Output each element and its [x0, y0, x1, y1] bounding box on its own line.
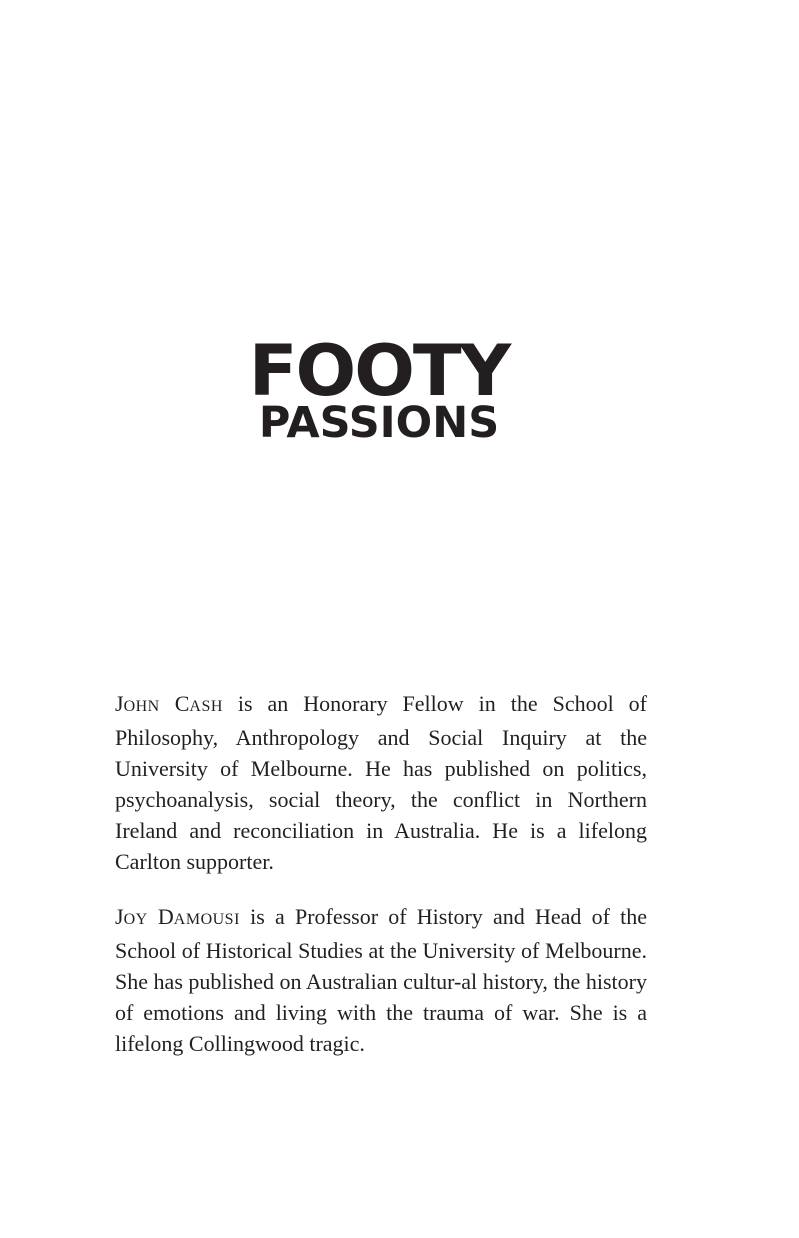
- bio-name-initial: J: [115, 691, 124, 716]
- title-line-passions: PASSIONS: [258, 398, 500, 448]
- bio-surname-initial: C: [174, 691, 190, 716]
- bio-name-rest: OHN: [123, 698, 160, 715]
- bio-joy-damousi: [115, 901, 647, 1059]
- bio-surname-rest: AMOUSI: [173, 911, 240, 928]
- title-line-footy: FOOTY: [248, 330, 510, 412]
- bio-text: is a Professor of History and Head of the School of Historical Studies at the University of Melbourne. She has published on Australian cultur-al history, the history of emotions and living with the trauma of war. She is a lifelong Collingwood tragic.: [115, 904, 647, 1056]
- bio-surname-rest: ASH: [189, 698, 223, 715]
- bio-name-rest: OY: [123, 911, 148, 928]
- bio-text: is an Honorary Fellow in the School of Philosophy, Anthropology and Social Inquiry at the University of Melbourne. He has published on politics, psychoanalysis, social theory, the conflict in Northern Ireland and reconciliation in Australia. He is a lifelong Carlton supporter.: [115, 691, 647, 874]
- bio-name-initial: J: [115, 904, 124, 929]
- author-bios: [115, 688, 647, 1083]
- book-title: [0, 330, 758, 448]
- bio-surname-initial: D: [157, 904, 174, 929]
- bio-john-cash: [115, 688, 647, 877]
